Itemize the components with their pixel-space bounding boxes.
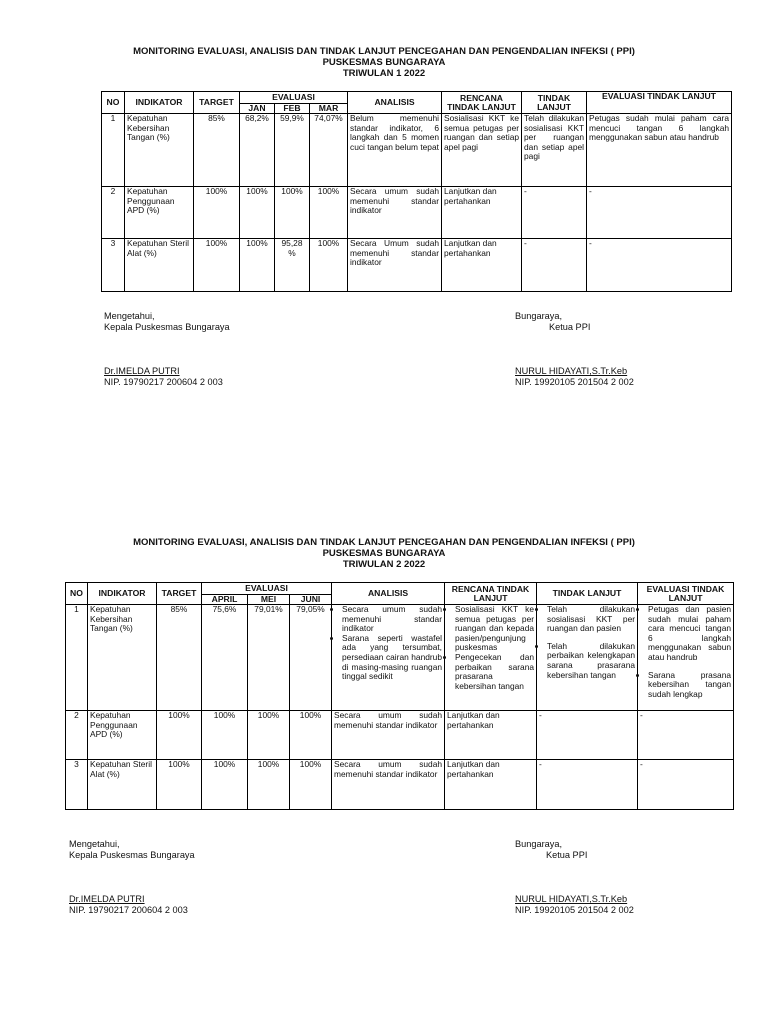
cell-month-value: 100% <box>202 760 248 810</box>
sig-nip: NIP. 19790217 200604 2 003 <box>69 905 188 915</box>
sig-name: NURUL HIDAYATI,S.Tr.Keb <box>515 894 628 904</box>
cell-evaluasi-tindak-lanjut: - <box>638 711 734 760</box>
cell-tindak-lanjut <box>537 605 638 711</box>
cell-analisis: Secara umum sudah memenuhi standar indikator <box>332 711 445 760</box>
sig-name: Dr.IMELDA PUTRI <box>104 366 180 376</box>
cell-no: 3 <box>66 760 88 810</box>
cell-target: 100% <box>157 711 202 760</box>
header-month: JAN <box>240 104 275 114</box>
cell-target: 100% <box>157 760 202 810</box>
cell-month-value: 68,2% <box>240 114 275 187</box>
cell-evaluasi-tindak-lanjut: Petugas sudah mulai paham cara mencuci tangan 6 langkah menggunakan sabun atau handrub <box>587 114 732 187</box>
cell-target: 85% <box>194 114 240 187</box>
table-row <box>102 187 732 239</box>
report-title-q1 <box>0 46 768 79</box>
cell-analisis: Secara umum sudah memenuhi standar indikator <box>332 760 445 810</box>
header-evaluasi-tindak-lanjut: EVALUASI TINDAK LANJUT <box>638 583 734 605</box>
cell-rencana: Lanjutkan dan pertahankan <box>442 187 522 239</box>
cell-month-value: 100% <box>310 239 348 292</box>
cell-month-value: 100% <box>275 187 310 239</box>
title-line: PUSKESMAS BUNGARAYA <box>322 57 446 68</box>
cell-analisis <box>332 605 445 711</box>
header-target: TARGET <box>157 583 202 605</box>
title-line: TRIWULAN 1 2022 <box>342 68 426 79</box>
cell-rencana: Lanjutkan dan pertahankan <box>445 711 537 760</box>
header-evaluasi: EVALUASI <box>240 92 348 104</box>
cell-month-value: 100% <box>290 760 332 810</box>
cell-target: 100% <box>194 187 240 239</box>
cell-indikator: Kepatuhan Penggunaan APD (%) <box>88 711 157 760</box>
list-item: • Sarana prasana kebersihan tangan sudah lengkap <box>648 671 731 700</box>
cell-month-value: 79,05% <box>290 605 332 711</box>
header-tindak-lanjut: TINDAK LANJUT <box>522 92 587 114</box>
header-analisis: ANALISIS <box>332 583 445 605</box>
cell-no: 2 <box>66 711 88 760</box>
header-no: NO <box>102 92 125 114</box>
cell-analisis: Secara umum sudah memenuhi standar indikator <box>348 187 442 239</box>
cell-month-value: 74,07% <box>310 114 348 187</box>
header-month: JUNI <box>290 595 332 605</box>
cell-no: 1 <box>102 114 125 187</box>
header-month: APRIL <box>202 595 248 605</box>
list-item: • Telah dilakukan sosialisasi KKT per ruangan dan pasien <box>547 605 635 634</box>
cell-indikator: Kepatuhan Steril Alat (%) <box>88 760 157 810</box>
cell-tindak-lanjut: - <box>537 711 638 760</box>
sig-label: Ketua PPI <box>549 322 591 332</box>
list-item: • Sarana seperti wastafel ada yang tersumbat, persediaan cairan handrub di masing-masing ruangan tinggal sedikit <box>342 634 442 682</box>
header-rencana: RENCANA TINDAK LANJUT <box>442 92 522 114</box>
header-evaluasi-tindak-lanjut: EVALUASI TINDAK LANJUT <box>587 92 732 114</box>
cell-month-value: 100% <box>310 187 348 239</box>
sig-nip: NIP. 19920105 201504 2 002 <box>515 905 634 915</box>
cell-tindak-lanjut: Telah dilakukan sosialisasi KKT per ruangan dan setiap apel pagi <box>522 114 587 187</box>
monitoring-table-q1 <box>101 91 732 292</box>
cell-rencana: Lanjutkan dan pertahankan <box>442 239 522 292</box>
sig-label: Bungaraya, <box>515 839 562 849</box>
cell-month-value: 100% <box>290 711 332 760</box>
title-line: TRIWULAN 2 2022 <box>342 559 426 570</box>
signature-left-q2 <box>69 839 195 916</box>
signature-right-q2 <box>515 839 634 916</box>
cell-tindak-lanjut: - <box>537 760 638 810</box>
header-target: TARGET <box>194 92 240 114</box>
header-no: NO <box>66 583 88 605</box>
cell-evaluasi-tindak-lanjut: - <box>638 760 734 810</box>
sig-name: Dr.IMELDA PUTRI <box>69 894 145 904</box>
sig-label: Bungaraya, <box>515 311 562 321</box>
monitoring-table-q2 <box>65 582 734 810</box>
header-indikator: INDIKATOR <box>88 583 157 605</box>
cell-tindak-lanjut: - <box>522 239 587 292</box>
cell-month-value: 59,9% <box>275 114 310 187</box>
table-row <box>66 711 734 760</box>
cell-month-value: 79,01% <box>248 605 290 711</box>
cell-tindak-lanjut: - <box>522 187 587 239</box>
sig-label: Kepala Puskesmas Bungaraya <box>104 322 230 332</box>
title-line: PUSKESMAS BUNGARAYA <box>322 548 446 559</box>
header-tindak-lanjut: TINDAK LANJUT <box>537 583 638 605</box>
table-row <box>66 605 734 711</box>
header-evaluasi: EVALUASI <box>202 583 332 595</box>
list-item: • Secara umum sudah memenuhi standar indikator <box>342 605 442 634</box>
title-line: MONITORING EVALUASI, ANALISIS DAN TINDAK LANJUT PENCEGAHAN DAN PENGENDALIAN INFEKSI ( PPI) <box>133 46 635 57</box>
report-title-q2 <box>0 537 768 570</box>
sig-label: Kepala Puskesmas Bungaraya <box>69 850 195 860</box>
sig-nip: NIP. 19790217 200604 2 003 <box>104 377 223 387</box>
cell-indikator: Kepatuhan Steril Alat (%) <box>125 239 194 292</box>
cell-evaluasi-tindak-lanjut: - <box>587 187 732 239</box>
cell-rencana: Lanjutkan dan pertahankan <box>445 760 537 810</box>
cell-no: 1 <box>66 605 88 711</box>
cell-month-value: 100% <box>248 711 290 760</box>
header-month: MEI <box>248 595 290 605</box>
cell-no: 3 <box>102 239 125 292</box>
header-indikator: INDIKATOR <box>125 92 194 114</box>
cell-no: 2 <box>102 187 125 239</box>
cell-month-value: 100% <box>248 760 290 810</box>
cell-rencana <box>445 605 537 711</box>
cell-month-value: 75,6% <box>202 605 248 711</box>
header-rencana: RENCANA TINDAK LANJUT <box>445 583 537 605</box>
cell-month-value: 100% <box>202 711 248 760</box>
signature-left-q1 <box>104 311 230 388</box>
table-row <box>102 114 732 187</box>
sig-nip: NIP. 19920105 201504 2 002 <box>515 377 634 387</box>
sig-name: NURUL HIDAYATI,S.Tr.Keb <box>515 366 628 376</box>
cell-indikator: Kepatuhan Penggunaan APD (%) <box>125 187 194 239</box>
sig-label: Ketua PPI <box>546 850 588 860</box>
list-item: • Petugas dan pasien sudah mulai paham cara mencuci tangan 6 langkah menggunakan sabun atau handrub <box>648 605 731 663</box>
cell-indikator: Kepatuhan Kebersihan Tangan (%) <box>88 605 157 711</box>
cell-analisis: Secara Umum sudah memenuhi standar indikator <box>348 239 442 292</box>
sig-label: Mengetahui, <box>69 839 120 849</box>
cell-analisis: Belum memenuhi standar indikator, 6 langkah dan 5 momen cuci tangan belum tepat <box>348 114 442 187</box>
cell-rencana: Sosialisasi KKT ke semua petugas per ruangan dan setiap apel pagi <box>442 114 522 187</box>
cell-target: 85% <box>157 605 202 711</box>
header-month: FEB <box>275 104 310 114</box>
header-month: MAR <box>310 104 348 114</box>
cell-month-value: 100% <box>240 239 275 292</box>
list-item: • Telah dilakukan perbaikan kelengkapan sarana prasarana kebersihan tangan <box>547 642 635 680</box>
cell-month-value: 95,28 % <box>275 239 310 292</box>
cell-evaluasi-tindak-lanjut: - <box>587 239 732 292</box>
table-row <box>102 239 732 292</box>
title-line: MONITORING EVALUASI, ANALISIS DAN TINDAK LANJUT PENCEGAHAN DAN PENGENDALIAN INFEKSI ( PPI) <box>133 537 635 548</box>
sig-label: Mengetahui, <box>104 311 155 321</box>
table-row <box>66 760 734 810</box>
cell-month-value: 100% <box>240 187 275 239</box>
header-analisis: ANALISIS <box>348 92 442 114</box>
cell-evaluasi-tindak-lanjut <box>638 605 734 711</box>
cell-target: 100% <box>194 239 240 292</box>
cell-indikator: Kepatuhan Kebersihan Tangan (%) <box>125 114 194 187</box>
list-item: • Sosialisasi KKT ke semua petugas per ruangan dan kepada pasien/pengunjung puskesmas <box>455 605 534 653</box>
list-item: • Pengecekan dan perbaikan sarana prasarana kebersihan tangan <box>455 653 534 691</box>
signature-right-q1 <box>515 311 634 388</box>
